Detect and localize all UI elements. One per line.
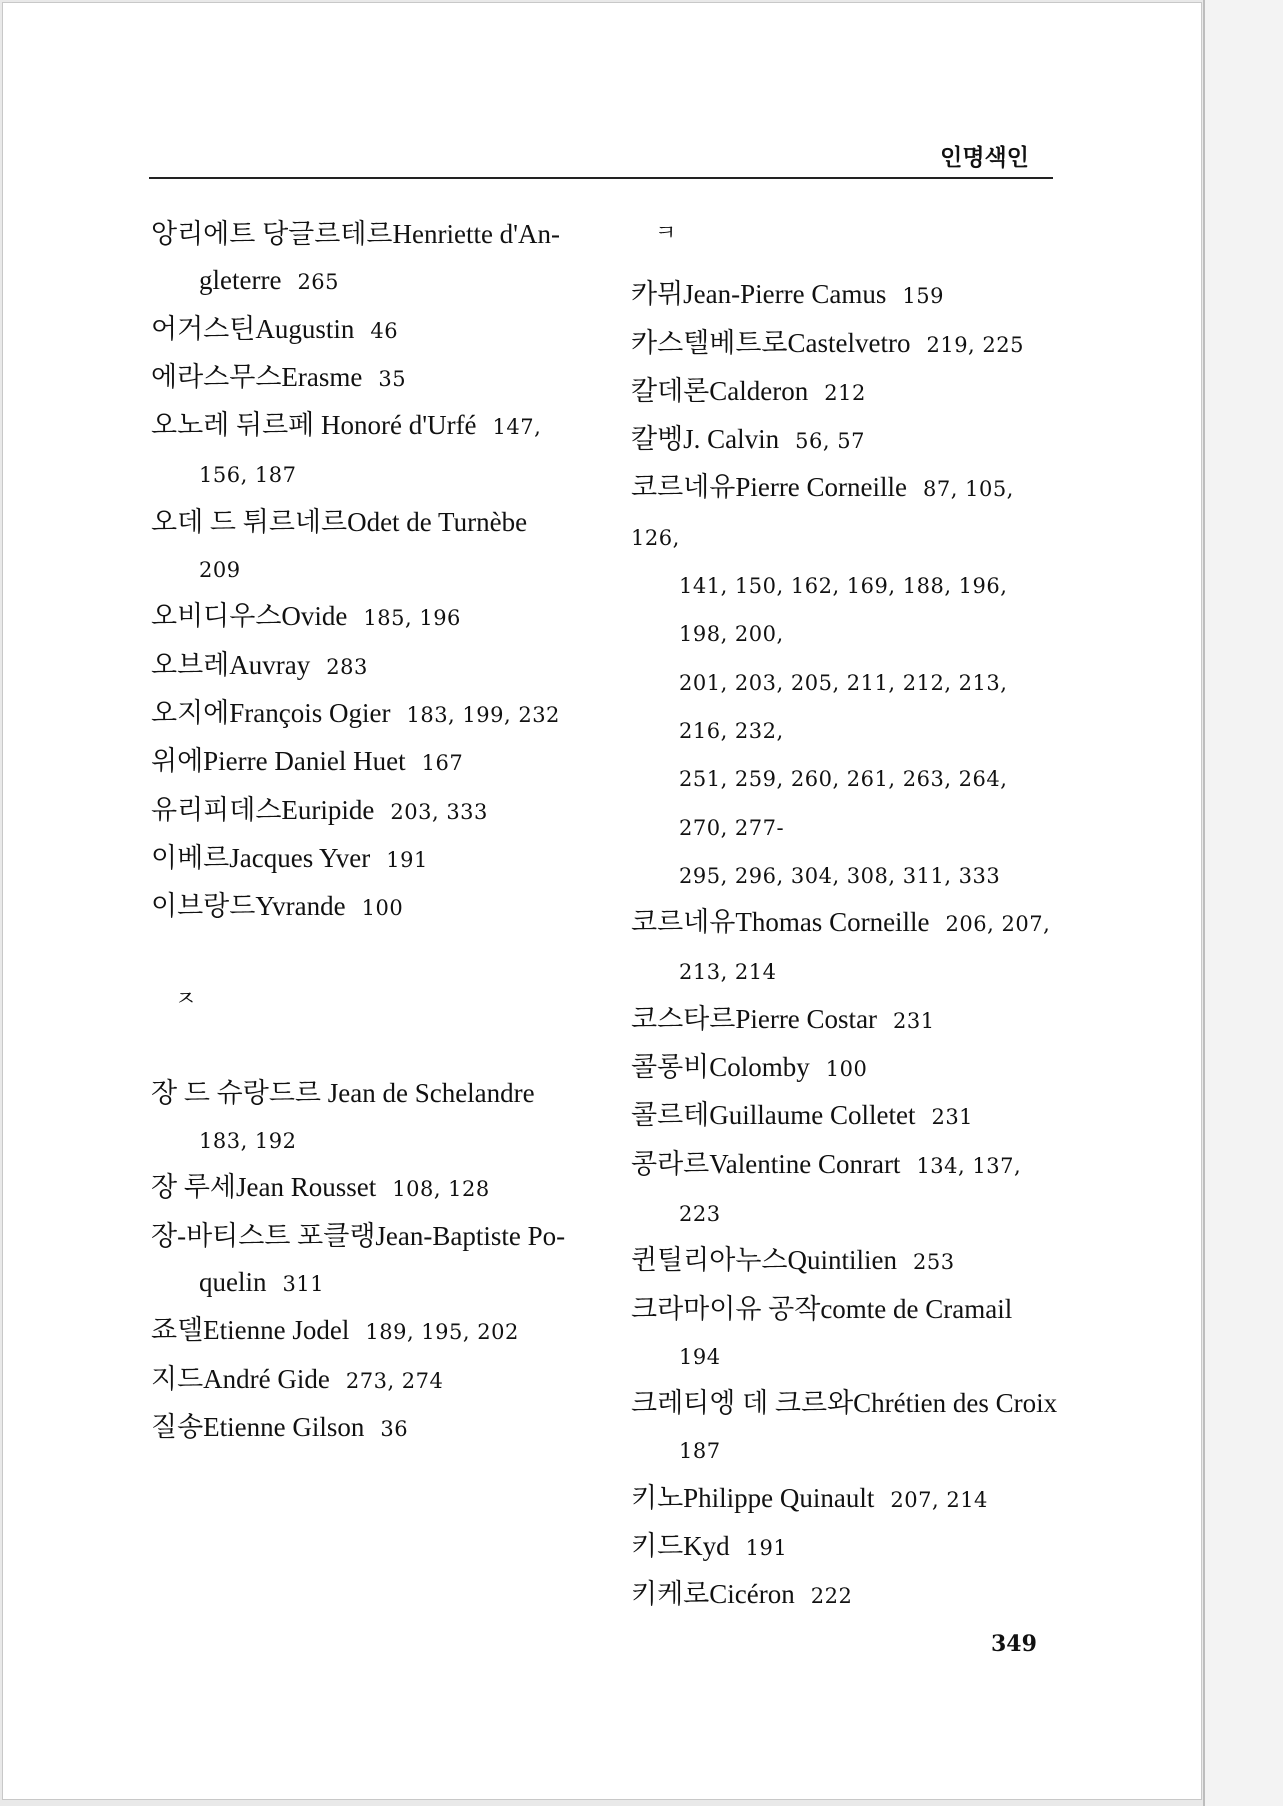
entry-name: 콩라르Valentine Conrart: [631, 1148, 901, 1179]
entry-name: 콜롱비Colomby: [631, 1052, 810, 1083]
entry-pages: 100: [825, 1057, 868, 1082]
index-entry: [151, 787, 581, 835]
index-entry: [151, 1307, 581, 1355]
section-letter: ㅋ: [655, 221, 677, 246]
entry-pages: 206, 207,: [945, 912, 1051, 937]
entry-pages: 185, 196: [363, 606, 461, 631]
page-number: 349: [991, 1631, 1037, 1657]
index-entry: [151, 835, 581, 883]
entry-name: 앙리에트 당글르테르Henriette d'An-: [151, 219, 561, 249]
entry-name: 위에Pierre Daniel Huet: [151, 746, 406, 777]
index-entry: [151, 1404, 581, 1452]
entry-name-cont: quelin: [199, 1266, 267, 1297]
entry-pages: 311: [282, 1271, 325, 1296]
entry-name: 오데 드 튀르네르Odet de Turnèbe: [151, 506, 528, 537]
index-entry: [631, 320, 1061, 368]
entry-pages: 46: [370, 318, 399, 343]
entry-name: 죠델Etienne Jodel: [151, 1315, 350, 1346]
index-entry: [151, 499, 581, 594]
entry-name: 오지에François Ogier: [151, 697, 391, 728]
section-gap: [151, 931, 581, 977]
index-entry: [151, 1164, 581, 1212]
entry-pages-cont: 141, 150, 162, 169, 188, 196, 198, 200,: [679, 574, 1008, 647]
index-entry: [631, 1475, 1061, 1523]
entry-name: 콜르테Guillaume Colletet: [631, 1100, 916, 1131]
index-entry: [631, 368, 1061, 416]
entry-pages: 253: [912, 1250, 955, 1275]
entry-name: 코스타르Pierre Costar: [631, 1003, 878, 1034]
entry-name: 오노레 뒤르페 Honoré d'Urfé: [151, 410, 477, 441]
entry-name: 오브레Auvray: [151, 649, 311, 680]
section-letter: ㅈ: [175, 987, 197, 1013]
entry-pages: 265: [297, 270, 340, 295]
index-entry: [151, 211, 581, 306]
index-entry: [631, 1044, 1061, 1092]
entry-pages-cont: 201, 203, 205, 211, 212, 213, 216, 232,: [679, 670, 1008, 743]
entry-pages: 87, 105, 126,: [631, 477, 1014, 550]
index-column-right: [631, 211, 1061, 1620]
entry-name: 장-바티스트 포클랭Jean-Baptiste Po-: [151, 1220, 566, 1251]
index-entry: [151, 1356, 581, 1404]
entry-pages: 219, 225: [926, 332, 1024, 357]
index-entry: [151, 1213, 581, 1308]
index-entry: [631, 1523, 1061, 1571]
index-entry: [151, 402, 581, 499]
index-entry: [631, 1092, 1061, 1140]
entry-pages-cont: 194: [679, 1344, 721, 1369]
index-entry: [151, 738, 581, 786]
entry-name: 크레티엥 데 크르와Chrétien des Croix: [631, 1388, 1058, 1419]
entry-pages: 167: [421, 751, 464, 776]
entry-pages: 191: [386, 847, 428, 872]
book-page: [2, 2, 1202, 1800]
entry-name: 이브랑드Yvrande: [151, 891, 346, 922]
index-entry: [631, 899, 1061, 996]
index-entry: [151, 883, 581, 931]
entry-name: 키노Philippe Quinault: [631, 1482, 875, 1513]
entry-pages: 191: [745, 1536, 788, 1561]
entry-name: 어거스틴Augustin: [151, 313, 355, 344]
entry-name: 크라마이유 공작comte de Cramail: [631, 1293, 1013, 1324]
index-entry: [151, 690, 581, 738]
entry-pages-cont: 209: [199, 558, 241, 583]
index-entry: [631, 416, 1061, 464]
entry-pages: 56, 57: [795, 429, 865, 454]
entry-name: 칼벵J. Calvin: [631, 424, 780, 455]
entry-pages: 35: [378, 366, 407, 391]
index-entry: [151, 593, 581, 641]
entry-name: 지드André Gide: [151, 1363, 330, 1394]
entry-name: 키케로Cicéron: [631, 1579, 795, 1610]
entry-pages: 283: [326, 654, 368, 679]
entry-name: 에라스무스Erasme: [151, 361, 363, 392]
entry-name: 카뮈Jean-Pierre Camus: [631, 279, 887, 310]
entry-name-cont: gleterre: [199, 265, 282, 296]
header-title: 인명색인: [940, 145, 1029, 171]
entry-pages: 108, 128: [392, 1177, 490, 1202]
index-entry: [631, 1571, 1061, 1619]
entry-pages: 231: [893, 1008, 935, 1033]
index-entry: [631, 271, 1061, 319]
entry-name: 장 루세Jean Rousset: [151, 1172, 377, 1203]
entry-name: 질송Etienne Gilson: [151, 1411, 365, 1442]
viewer-side-panel: [1203, 0, 1283, 1806]
entry-pages-cont: 156, 187: [199, 463, 297, 488]
entry-pages: 273, 274: [345, 1368, 444, 1393]
entry-pages-cont: 251, 259, 260, 261, 263, 264, 270, 277-: [679, 767, 1008, 840]
entry-pages: 207, 214: [890, 1487, 988, 1512]
entry-pages: 189, 195, 202: [365, 1320, 519, 1345]
entry-pages-cont: 187: [679, 1439, 721, 1464]
index-entry: [631, 464, 1061, 899]
index-entry: [151, 642, 581, 690]
entry-name: 코르네유Thomas Corneille: [631, 907, 930, 938]
index-entry: [631, 1380, 1061, 1475]
entry-name: 퀸틸리아누스Quintilien: [631, 1245, 897, 1276]
entry-pages-cont: 213, 214: [679, 960, 777, 985]
index-entry: [151, 354, 581, 402]
entry-pages: 203, 333: [390, 799, 488, 824]
index-entry: [631, 1286, 1061, 1381]
entry-name: 이베르Jacques Yver: [151, 842, 371, 873]
section-gap: [151, 1024, 581, 1070]
entry-pages: 159: [902, 284, 944, 309]
entry-name: 코르네유Pierre Corneille: [631, 472, 908, 503]
index-entry: [631, 1141, 1061, 1238]
entry-pages: 212: [824, 380, 866, 405]
running-header: [149, 135, 1053, 179]
entry-pages: 100: [361, 896, 404, 921]
entry-name: 장 드 슈랑드르 Jean de Schelandre: [151, 1077, 535, 1108]
entry-pages: 147,: [492, 415, 542, 440]
entry-name: 키드Kyd: [631, 1531, 730, 1562]
entry-pages: 222: [810, 1584, 853, 1609]
entry-pages: 231: [931, 1105, 974, 1130]
entry-name: 카스텔베트로Castelvetro: [631, 327, 911, 358]
index-entry: [151, 1070, 581, 1165]
entry-pages: 36: [380, 1416, 409, 1441]
entry-pages-cont: 223: [679, 1201, 721, 1226]
entry-name: 칼데론Calderon: [631, 375, 809, 406]
entry-pages: 134, 137,: [916, 1153, 1022, 1178]
entry-pages-cont: 295, 296, 304, 308, 311, 333: [679, 863, 1001, 888]
entry-pages-cont: 183, 192: [199, 1129, 297, 1154]
entry-name: 오비디우스Ovide: [151, 601, 348, 632]
index-entry: [631, 1237, 1061, 1285]
index-column-left: [151, 211, 581, 1452]
index-entry: [631, 996, 1061, 1044]
index-entry: [151, 306, 581, 354]
entry-name: 유리피데스Euripide: [151, 794, 375, 825]
entry-pages: 183, 199, 232: [406, 702, 560, 727]
section-gap: [631, 257, 1061, 271]
